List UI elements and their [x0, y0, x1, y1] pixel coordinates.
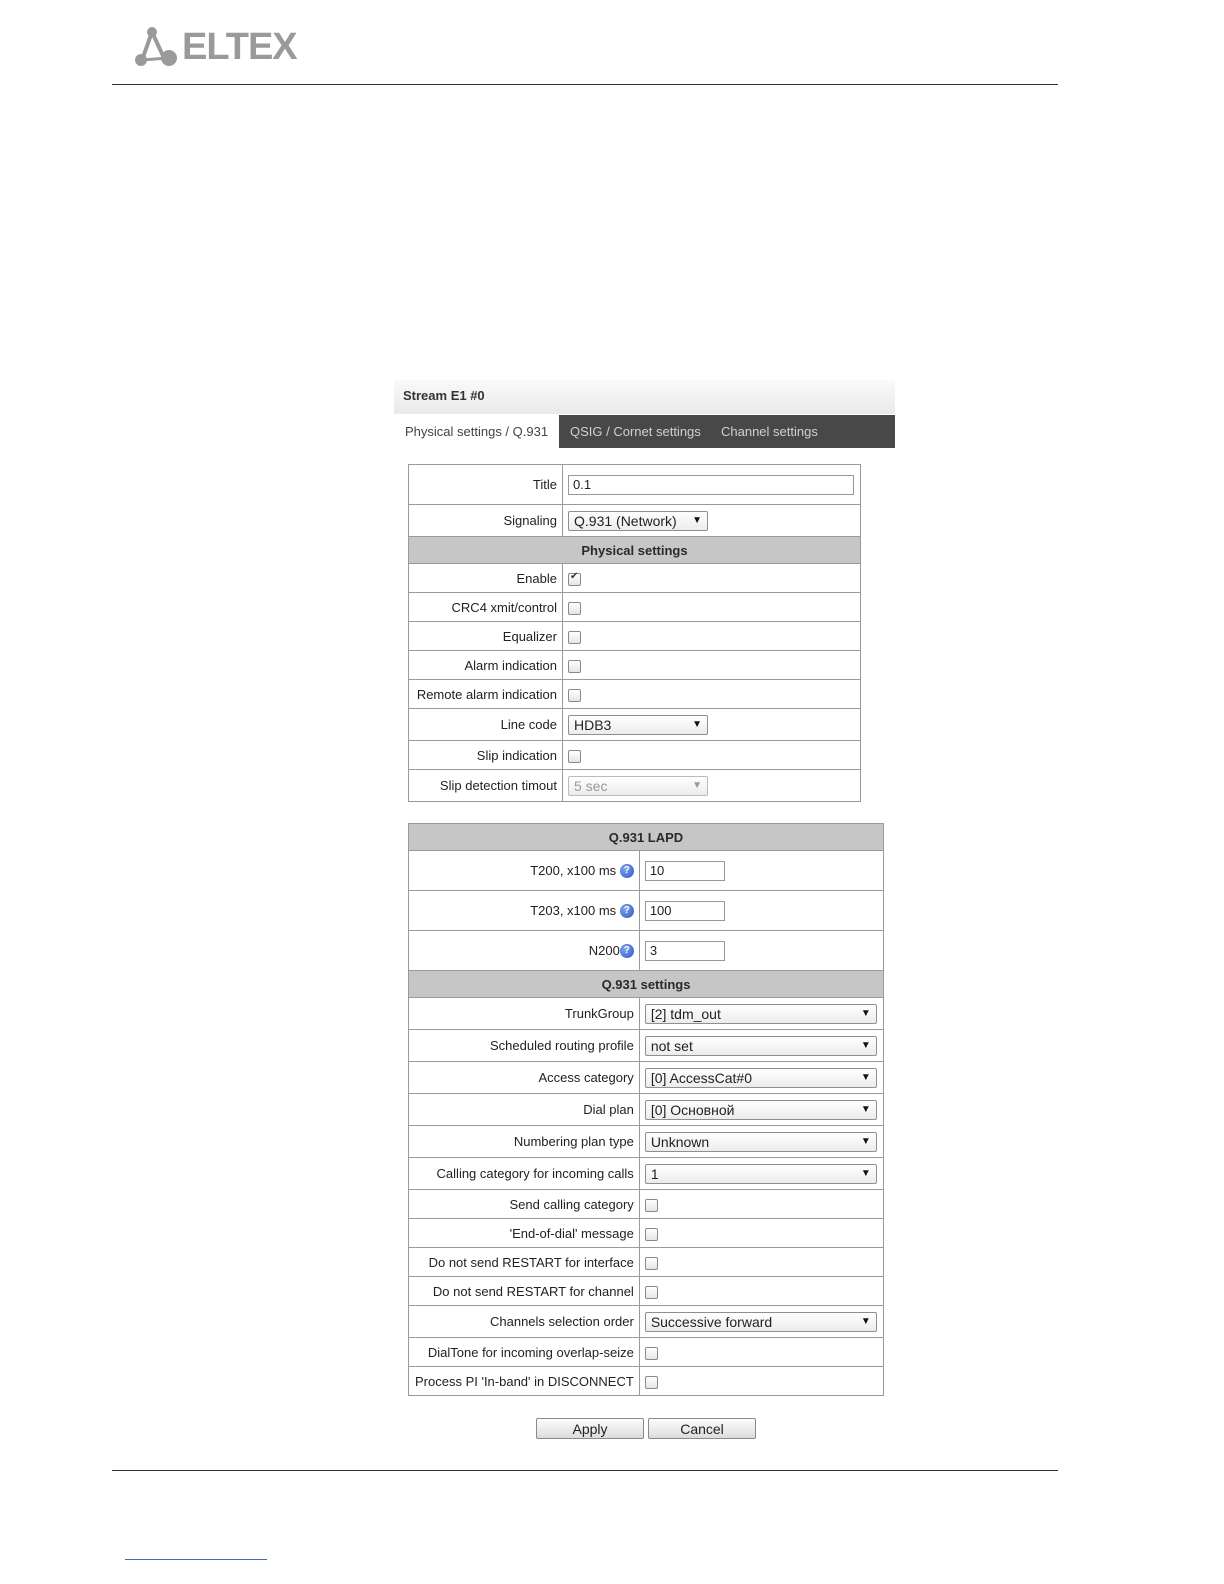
equalizer-checkbox[interactable] [568, 631, 581, 644]
alarm-indication-checkbox[interactable] [568, 660, 581, 673]
no-restart-interface-checkbox[interactable] [645, 1257, 658, 1270]
line-code-value: HDB3 [574, 716, 612, 733]
eltex-logo [134, 24, 306, 68]
line-code-select[interactable] [568, 715, 708, 735]
chevron-down-icon: ▼ [860, 1103, 871, 1115]
chevron-down-icon: ▼ [860, 1007, 871, 1019]
t200-label: T200, x100 ms [530, 863, 617, 878]
slip-timeout-select[interactable] [568, 776, 708, 796]
signaling-select[interactable] [568, 511, 708, 531]
q931-settings-table [408, 823, 884, 1396]
calling-category-value: 1 [650, 1165, 659, 1182]
cancel-button[interactable]: Cancel [648, 1418, 756, 1439]
title-label: Title [409, 465, 563, 505]
no-restart-interface-label: Do not send RESTART for interface [409, 1248, 640, 1277]
tab-channel-settings[interactable]: Channel settings [721, 424, 818, 439]
calling-category-select[interactable] [645, 1164, 877, 1184]
no-restart-channel-label: Do not send RESTART for channel [409, 1277, 640, 1306]
slip-timeout-value: 5 sec [574, 777, 608, 794]
enable-checkbox[interactable] [568, 573, 581, 586]
dialtone-overlap-label: DialTone for incoming overlap-seize [409, 1338, 640, 1367]
no-restart-channel-checkbox[interactable] [645, 1286, 658, 1299]
trunkgroup-value: [2] tdm_out [650, 1005, 721, 1022]
chevron-down-icon: ▼ [860, 1135, 871, 1147]
panel-title: Stream E1 #0 [394, 380, 895, 414]
access-category-label: Access category [409, 1062, 640, 1094]
dial-plan-select[interactable] [645, 1100, 877, 1120]
tab-qsig-cornet[interactable]: QSIG / Cornet settings [570, 424, 701, 439]
chevron-down-icon: ▼ [692, 514, 702, 526]
help-icon[interactable]: ? [620, 904, 634, 918]
slip-indication-label: Slip indication [409, 741, 563, 770]
crc4-label: CRC4 xmit/control [409, 593, 563, 622]
dialtone-overlap-checkbox[interactable] [645, 1347, 658, 1360]
chevron-down-icon: ▼ [860, 1167, 871, 1179]
remote-alarm-checkbox[interactable] [568, 689, 581, 702]
send-calling-category-checkbox[interactable] [645, 1199, 658, 1212]
tab-physical-q931[interactable]: Physical settings / Q.931 [394, 415, 559, 448]
process-pi-checkbox[interactable] [645, 1376, 658, 1389]
trunkgroup-select[interactable] [645, 1004, 877, 1024]
chevron-down-icon: ▼ [860, 1315, 871, 1327]
calling-category-label: Calling category for incoming calls [409, 1158, 640, 1190]
lapd-section-header: Q.931 LAPD [409, 824, 884, 851]
t203-label: T203, x100 ms [530, 903, 617, 918]
channels-order-select[interactable] [645, 1312, 877, 1332]
chevron-down-icon: ▼ [692, 718, 702, 730]
chevron-down-icon: ▼ [692, 779, 702, 791]
channels-order-label: Channels selection order [409, 1306, 640, 1338]
header-rule [112, 84, 1058, 85]
signaling-value: Q.931 (Network) [574, 512, 677, 529]
chevron-down-icon: ▼ [860, 1071, 871, 1083]
alarm-indication-label: Alarm indication [409, 651, 563, 680]
t203-input[interactable] [645, 901, 725, 921]
apply-button[interactable]: Apply [536, 1418, 644, 1439]
physical-settings-table [408, 464, 861, 802]
numbering-plan-value: Unknown [650, 1133, 710, 1150]
slip-timeout-label: Slip detection timout [409, 770, 563, 802]
numbering-plan-select[interactable] [645, 1132, 877, 1152]
help-icon[interactable]: ? [620, 864, 634, 878]
slip-indication-checkbox[interactable] [568, 750, 581, 763]
title-input[interactable] [568, 475, 854, 495]
end-of-dial-label: 'End-of-dial' message [409, 1219, 640, 1248]
process-pi-label: Process PI 'In-band' in DISCONNECT [409, 1367, 640, 1396]
svg-text:ELTEX: ELTEX [182, 26, 297, 68]
end-of-dial-checkbox[interactable] [645, 1228, 658, 1241]
n200-input[interactable] [645, 941, 725, 961]
access-category-select[interactable] [645, 1068, 877, 1088]
dial-plan-label: Dial plan [409, 1094, 640, 1126]
sched-routing-select[interactable] [645, 1036, 877, 1056]
tab-bar [394, 415, 895, 448]
equalizer-label: Equalizer [409, 622, 563, 651]
channels-order-value: Successive forward [650, 1313, 773, 1330]
dial-plan-value: [0] Основной [650, 1101, 735, 1118]
footer-link-underline [125, 1559, 267, 1560]
sched-routing-value: not set [650, 1037, 693, 1054]
line-code-label: Line code [409, 709, 563, 741]
enable-label: Enable [409, 564, 563, 593]
trunkgroup-label: TrunkGroup [409, 998, 640, 1030]
signaling-label: Signaling [409, 505, 563, 537]
remote-alarm-label: Remote alarm indication [409, 680, 563, 709]
help-icon[interactable]: ? [620, 944, 634, 958]
n200-label: N200 [588, 943, 620, 958]
chevron-down-icon: ▼ [860, 1039, 871, 1051]
crc4-checkbox[interactable] [568, 602, 581, 615]
send-calling-category-label: Send calling category [409, 1190, 640, 1219]
footer-rule [112, 1470, 1058, 1471]
numbering-plan-label: Numbering plan type [409, 1126, 640, 1158]
t200-input[interactable] [645, 861, 725, 881]
sched-routing-label: Scheduled routing profile [409, 1030, 640, 1062]
physical-section-header: Physical settings [409, 537, 861, 564]
access-category-value: [0] AccessCat#0 [650, 1069, 752, 1086]
q931-section-header: Q.931 settings [409, 971, 884, 998]
